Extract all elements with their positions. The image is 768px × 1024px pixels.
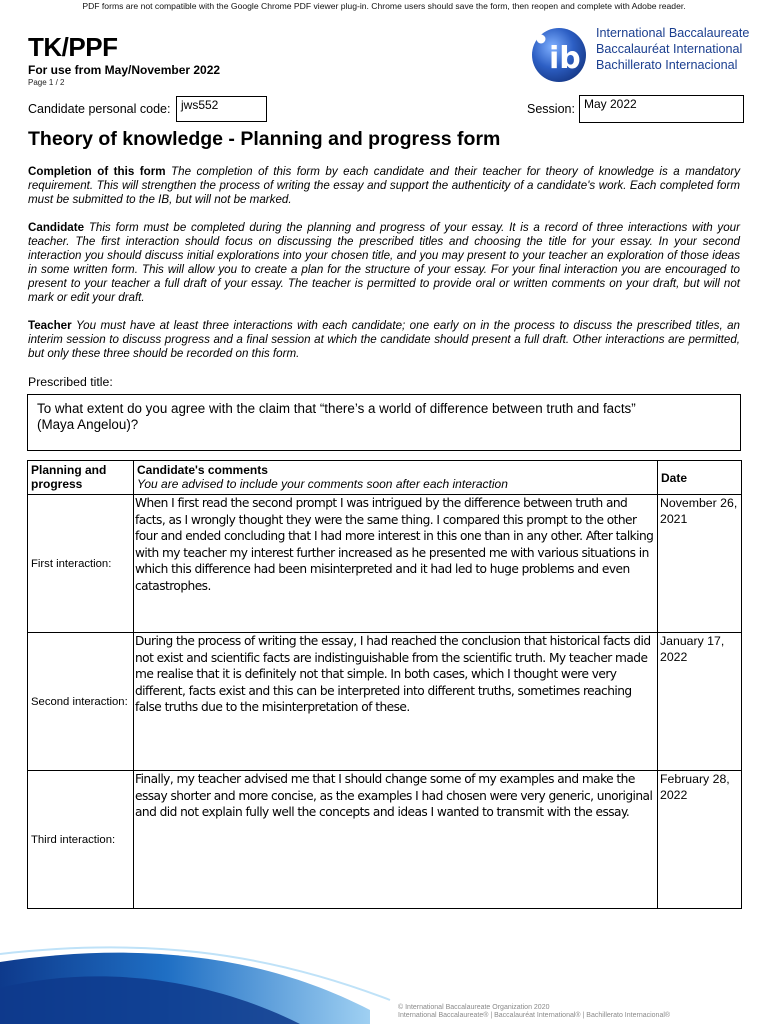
date-first-field[interactable]: November 26, 2021: [658, 495, 742, 633]
completion-heading: Completion of this form: [28, 165, 166, 178]
candidate-heading: Candidate: [28, 221, 85, 234]
footer-line-1: © International Baccalaureate Organization 2020: [398, 1004, 550, 1011]
row-label-second: Second interaction:: [28, 633, 134, 771]
ib-mark: ib: [549, 41, 581, 76]
col-comments-header: [134, 461, 658, 495]
date-third-field[interactable]: February 28, 2022: [658, 771, 742, 909]
logo-line-es: Bachillerato Internacional: [596, 58, 738, 72]
row-label-third: Third interaction:: [28, 771, 134, 909]
prescribed-title-line-2: (Maya Angelou)?: [37, 417, 139, 432]
candidate-paragraph: [28, 221, 740, 304]
candidate-text: This form must be completed during the planning and progress of your essay. It is a record of three interactions with your teacher. The first interaction should focus on discussing the prescribed titles and choosing the title for your essay. In your second interaction you should discuss initial explorations into your chosen title, and you may present to your teacher an exploration of those ideas in some written form. This will allow you to create a plan for the structure of your essay. For your final interaction you are encouraged to present to your teacher a full draft of your essay. The teacher is permitted to provide oral or written comments on your draft, but will not mark or edit your draft.: [28, 221, 740, 304]
candidate-code-field[interactable]: jws552: [176, 96, 267, 122]
table-row: [28, 495, 742, 633]
comments-header-subtitle: You are advised to include your comments soon after each interaction: [137, 477, 508, 491]
pdf-compat-notice: PDF forms are not compatible with the Google Chrome PDF viewer plug-in. Chrome users should save the form, then reopen and complete with Adobe reader.: [82, 1, 686, 11]
table-row: [28, 633, 742, 771]
use-from-text: For use from May/November 2022: [28, 63, 221, 77]
prescribed-title-line-1: To what extent do you agree with the claim that “there’s a world of difference between truth and facts”: [37, 401, 636, 416]
footer-line-2: International Baccalaureate® | Baccalauréat International® | Bachillerato Internacional®: [398, 1012, 671, 1019]
comment-first-field[interactable]: When I first read the second prompt I was intrigued by the difference between truth and facts, as I wrongly thought they were the same thing. I compared this prompt to the other four and ended concluding that I had more interest in this one than in any other. After talking with my teacher my interest further increased as he presented me with various situations in which this difference had been misinterpreted and it had led to huge problems and even catastrophes.: [134, 495, 658, 633]
prescribed-title-field[interactable]: [27, 394, 741, 451]
col-date-header: Date: [658, 461, 742, 495]
completion-text: The completion of this form by each candidate and their teacher for theory of knowledge is a mandatory requirement. This will strengthen the process of writing the essay and support the authenticity of a candidate's work. Each completed form must be submitted to the IB, but will not be marked.: [28, 165, 740, 206]
footer-copyright: [398, 1004, 670, 1020]
prescribed-title-label: Prescribed title:: [28, 375, 113, 389]
comment-third-field[interactable]: Finally, my teacher advised me that I should change some of my examples and make the essay shorter and more concise, as the examples I had chosen were very generic, unoriginal and did not explain fully well the concepts and ideas I wanted to transmit with the essay.: [134, 771, 658, 909]
planning-progress-table: [27, 460, 742, 909]
session-label: Session:: [527, 102, 575, 116]
form-code: TK/PPF: [28, 32, 118, 62]
teacher-text: You must have at least three interactions with each candidate; one early on in the process to discuss the prescribed titles, an interim session to discuss progress and a final session at which the candidate should present a full draft. Other interactions are permitted, but only these three should be recorded on this form.: [28, 319, 740, 360]
logo-line-en: International Baccalaureate: [596, 26, 750, 40]
table-row: [28, 771, 742, 909]
page-number: Page 1 / 2: [28, 78, 65, 87]
completion-paragraph: [28, 165, 740, 207]
candidate-code-label: Candidate personal code:: [28, 102, 171, 116]
logo-line-fr: Baccalauréat International: [596, 42, 743, 56]
teacher-paragraph: [28, 319, 740, 361]
ib-globe-icon: [530, 26, 588, 84]
comments-header-title: Candidate's comments: [137, 463, 268, 477]
date-second-field[interactable]: January 17, 2022: [658, 633, 742, 771]
table-header-row: [28, 461, 742, 495]
ib-logo: [530, 26, 750, 84]
session-field[interactable]: May 2022: [579, 95, 744, 123]
comment-second-field[interactable]: During the process of writing the essay, I had reached the conclusion that historical facts did not exist and scientific facts are indistinguishable from the scientific truth. My teacher made me realise that it is definitely not that simple. In both cases, which I thought were very different, facts exist and this can be interpreted into different truths, sometimes reaching false truths due to the misinterpretation of these.: [134, 633, 658, 771]
row-label-first: First interaction:: [28, 495, 134, 633]
teacher-heading: Teacher: [28, 319, 72, 332]
col-planning-header: Planning and progress: [28, 461, 134, 495]
page-title: Theory of knowledge - Planning and progress form: [28, 128, 501, 150]
